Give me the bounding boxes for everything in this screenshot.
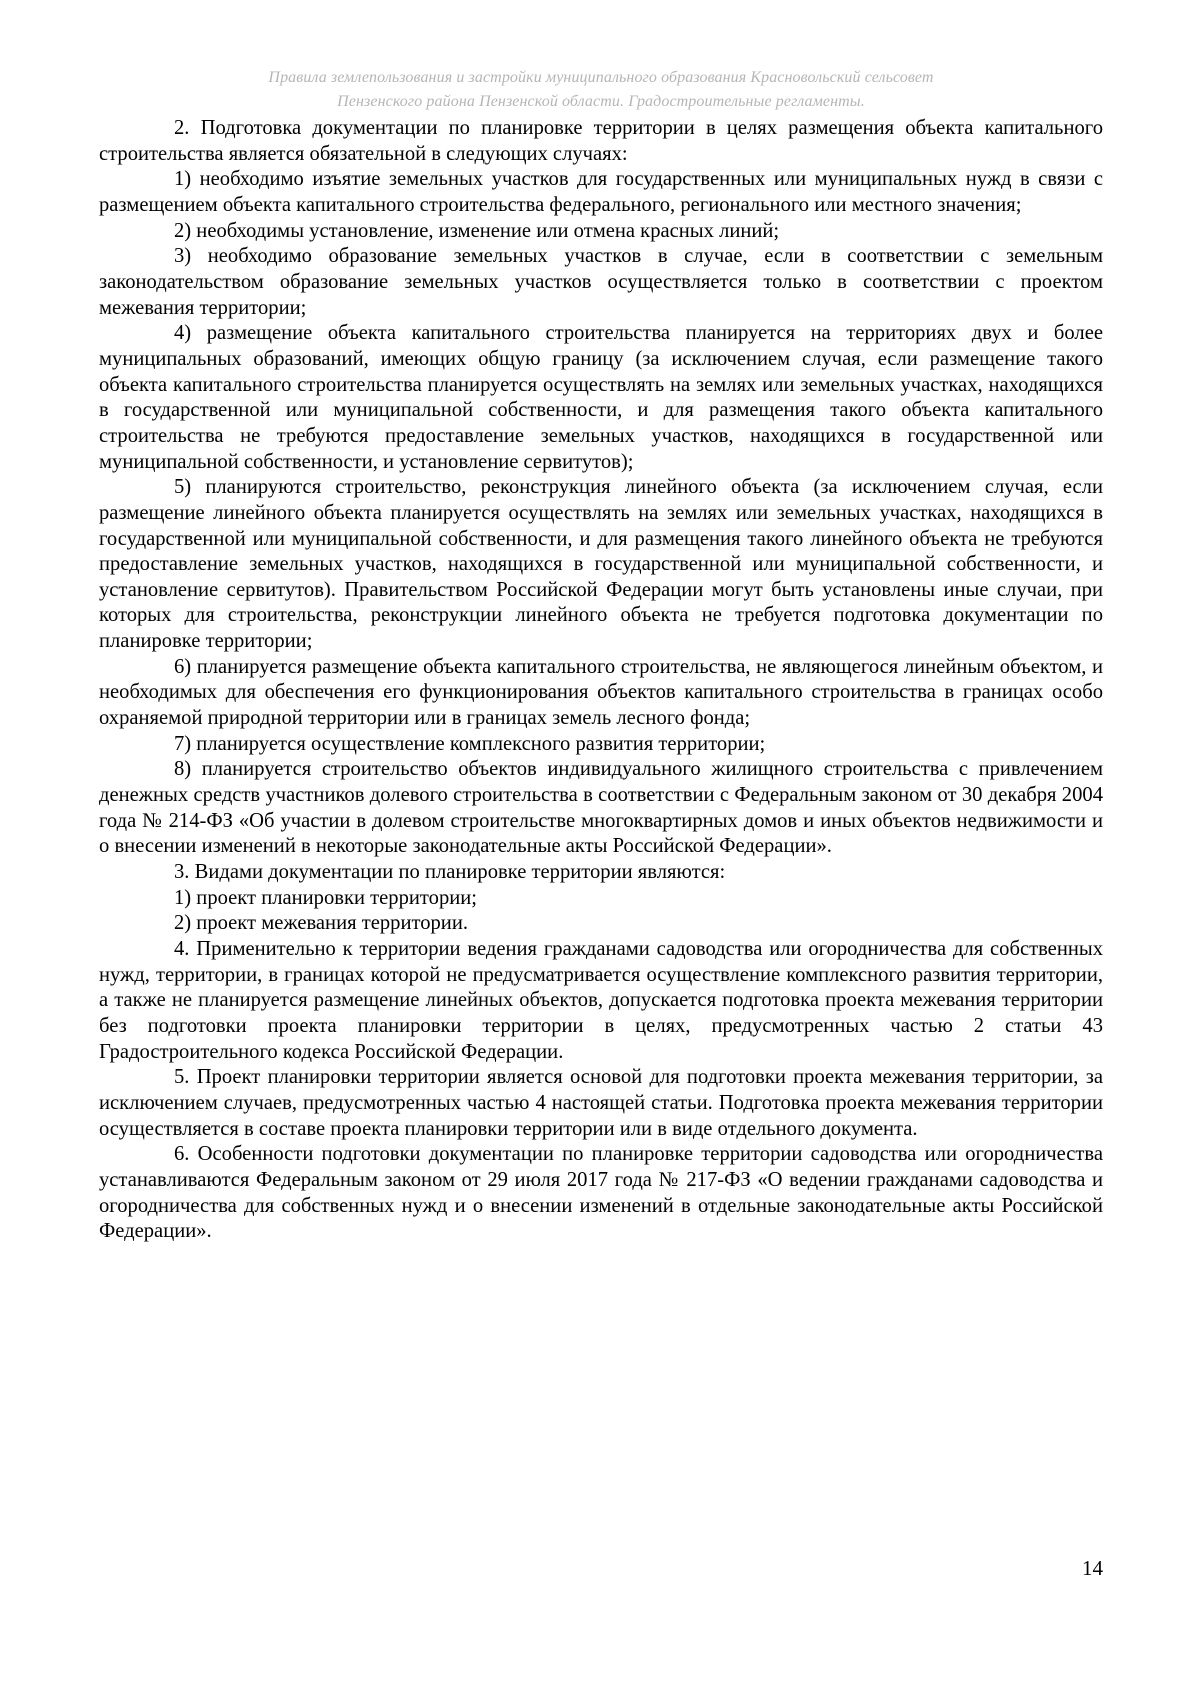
- document-body: [99, 116, 1103, 1245]
- paragraph-case-3: 3) необходимо образование земельных участков в случае, если в соответствии с земельным законодательством образование земельных участков осуществляется только в соответствии с проектом межевания территории;: [99, 245, 1103, 319]
- running-header-line-1: Правила землепользования и застройки муниципального образования Красновольский сельсовет: [268, 69, 934, 86]
- paragraph-case-4: 4) размещение объекта капитального строительства планируется на территориях двух и более муниципальных образований, имеющих общую границу (за исключением случая, если размещение такого объекта капитального строительства планируется осуществлять на землях или земельных участках, находящихся в государственной или муниципальной собственности, и для размещения такого объекта капитального строительства не требуются предоставление земельных участков, находящихся в государственной или муниципальной собственности, и установление сервитутов);: [99, 322, 1103, 473]
- paragraph-case-7: 7) планируется осуществление комплексного развития территории;: [174, 732, 766, 755]
- paragraph-case-5: 5) планируются строительство, реконструкция линейного объекта (за исключением случая, если размещение линейного объекта планируется осуществлять на землях или земельных участках, находящихся в государственной или муниципальной собственности, и для размещения такого линейного объекта не требуются предоставление земельных участков, находящихся в государственной или муниципальной собственности, и установление сервитутов). Правительством Российской Федерации могут быть установлены иные случаи, при которых для строительства, реконструкции линейного объекта не требуется подготовка документации по планировке территории;: [99, 476, 1103, 653]
- running-header-line-2: Пензенского района Пензенской области. Градостроительные регламенты.: [337, 93, 865, 110]
- paragraph-case-8: 8) планируется строительство объектов индивидуального жилищного строительства с привлечением денежных средств участников долевого строительства в соответствии с Федеральным законом от 30 декабря 2004 года № 214-ФЗ «Об участии в долевом строительстве многоквартирных домов и иных объектов недвижимости и о внесении изменений в некоторые законодательные акты Российской Федерации».: [99, 758, 1103, 858]
- paragraph-case-2: 2) необходимы установление, изменение или отмена красных линий;: [174, 219, 780, 242]
- paragraph-part-5: 5. Проект планировки территории является основой для подготовки проекта межевания территории, за исключением случаев, предусмотренных частью 4 настоящей статьи. Подготовка проекта межевания территории осуществляется в составе проекта планировки территории или в виде отдельного документа.: [99, 1066, 1103, 1140]
- running-header: [99, 66, 1103, 114]
- paragraph-part-6: 6. Особенности подготовки документации по планировке территории садоводства или огородничества устанавливаются Федеральным законом от 29 июля 2017 года № 217-ФЗ «О ведении гражданами садоводства и огородничества для собственных нужд и о внесении изменений в отдельные законодательные акты Российской Федерации».: [99, 1143, 1103, 1243]
- paragraph-part-4: 4. Применительно к территории ведения гражданами садоводства или огородничества для собственных нужд, территории, в границах которой не предусматривается осуществление комплексного развития территории, а также не планируется размещение линейных объектов, допускается подготовка проекта межевания территории без подготовки проекта планировки территории в целях, предусмотренных частью 2 статьи 43 Градостроительного кодекса Российской Федерации.: [99, 938, 1103, 1063]
- paragraph-part-3-intro: 3. Видами документации по планировке территории являются:: [174, 861, 726, 884]
- paragraph-doc-type-1: 1) проект планировки территории;: [174, 886, 478, 909]
- paragraph-case-1: 1) необходимо изъятие земельных участков для государственных или муниципальных нужд в связи с размещением объекта капитального строительства федерального, регионального или местного значения;: [99, 168, 1103, 216]
- page-number: 14: [1082, 1556, 1103, 1580]
- paragraph-case-6: 6) планируется размещение объекта капитального строительства, не являющегося линейным объектом, и необходимых для обеспечения его функционирования объектов капитального строительства в границах особо охраняемой природной территории или в границах земель лесного фонда;: [99, 655, 1103, 730]
- paragraph-part-2-intro: 2. Подготовка документации по планировке территории в целях размещения объекта капитального строительства является обязательной в следующих случаях:: [99, 117, 1103, 165]
- paragraph-doc-type-2: 2) проект межевания территории.: [174, 912, 468, 935]
